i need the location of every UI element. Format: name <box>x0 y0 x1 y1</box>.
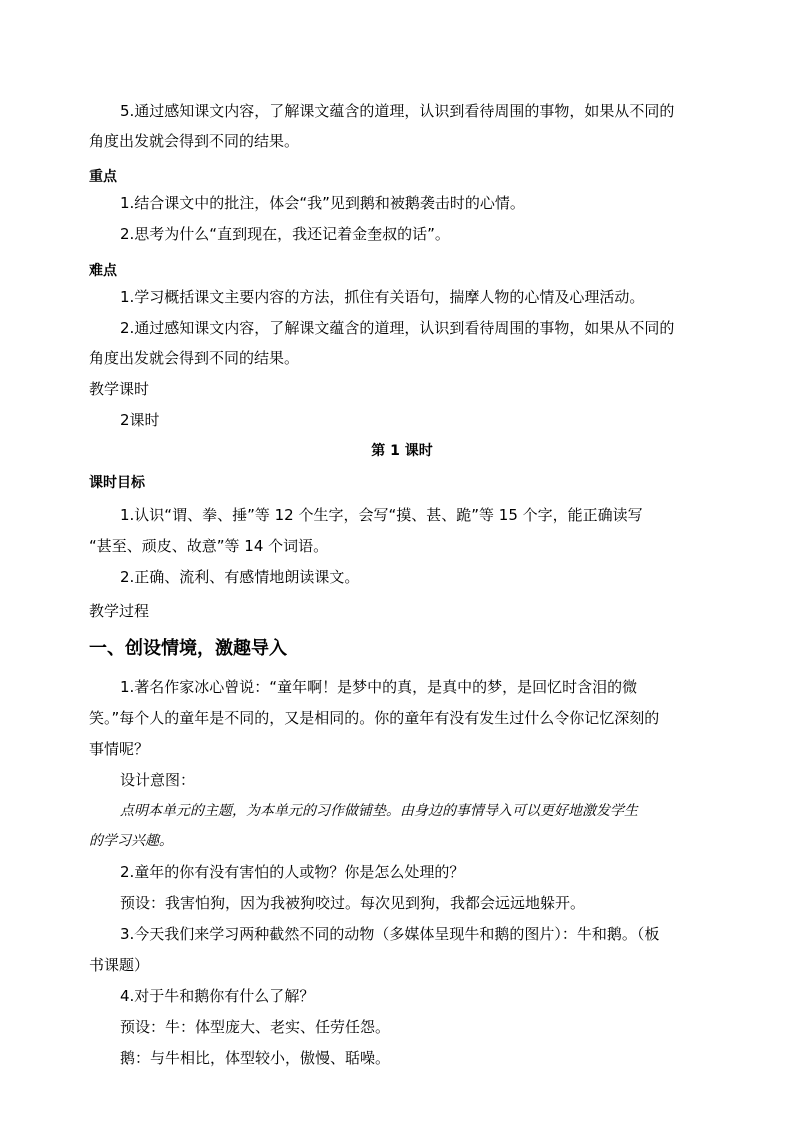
question-2: 2.童年的你有没有害怕的人或物？你是怎么处理的？ <box>120 863 465 881</box>
difficulty-2-line2: 角度出发就会得到不同的结果。 <box>89 349 300 367</box>
question-1-line3: 事情呢？ <box>89 740 150 758</box>
section-1-heading: 一、创设情境，激趣导入 <box>89 638 287 659</box>
hours-value: 2课时 <box>120 411 160 429</box>
difficulty-1: 1.学习概括课文主要内容的方法，抓住有关语句，揣摩人物的心情及心理活动。 <box>120 288 645 306</box>
question-4-preset-1: 预设：牛：体型庞大、老实、任劳任怨。 <box>120 1018 391 1036</box>
key-points-heading: 重点 <box>89 169 117 185</box>
question-1-line2: 笑。”每个人的童年是不同的，又是相同的。你的童年有没有发生过什么令你记忆深刻的 <box>89 709 660 727</box>
objective-5-line1: 5.通过感知课文内容，了解课文蕴含的道理，认识到看待周围的事物，如果从不同的 <box>120 102 675 120</box>
key-point-1: 1.结合课文中的批注，体会“我”见到鹅和被鹅袭击时的心情。 <box>120 194 525 212</box>
question-3-line1: 3.今天我们来学习两种截然不同的动物（多媒体呈现牛和鹅的图片）：牛和鹅。（板 <box>120 925 660 943</box>
question-1-line1: 1.著名作家冰心曾说：“童年啊！是梦中的真，是真中的梦，是回忆时含泪的微 <box>120 678 638 696</box>
lesson-goal-1-line2: “甚至、顽皮、故意”等 14 个词语。 <box>89 537 329 555</box>
question-2-preset: 预设：我害怕狗，因为我被狗咬过。每次见到狗，我都会远远地躲开。 <box>120 894 586 912</box>
lesson-goals-heading: 课时目标 <box>89 475 145 491</box>
lesson-goal-2: 2.正确、流利、有感情地朗读课文。 <box>120 568 360 586</box>
lesson-title: 第 1 课时 <box>371 443 433 459</box>
hours-heading: 教学课时 <box>89 380 150 398</box>
objective-5-line2: 角度出发就会得到不同的结果。 <box>89 132 300 150</box>
difficulties-heading: 难点 <box>89 263 117 279</box>
design-intent-label: 设计意图： <box>120 771 196 789</box>
process-heading: 教学过程 <box>89 602 150 620</box>
design-intent-line1: 点明本单元的主题，为本单元的习作做铺垫。由身边的事情导入可以更好地激发学生 <box>120 803 638 819</box>
question-3-line2: 书课题） <box>89 956 150 974</box>
question-4: 4.对于牛和鹅你有什么了解？ <box>120 987 315 1005</box>
key-point-2: 2.思考为什么“直到现在，我还记着金奎叔的话”。 <box>120 225 450 243</box>
lesson-goal-1-line1: 1.认识“谓、拳、捶”等 12 个生字，会写“摸、甚、跪”等 15 个字，能正确读写 <box>120 506 643 524</box>
design-intent-line2: 的学习兴趣。 <box>89 833 173 849</box>
difficulty-2-line1: 2.通过感知课文内容，了解课文蕴含的道理，认识到看待周围的事物，如果从不同的 <box>120 319 675 337</box>
question-4-preset-2: 鹅：与牛相比，体型较小，傲慢、聒噪。 <box>120 1049 391 1067</box>
